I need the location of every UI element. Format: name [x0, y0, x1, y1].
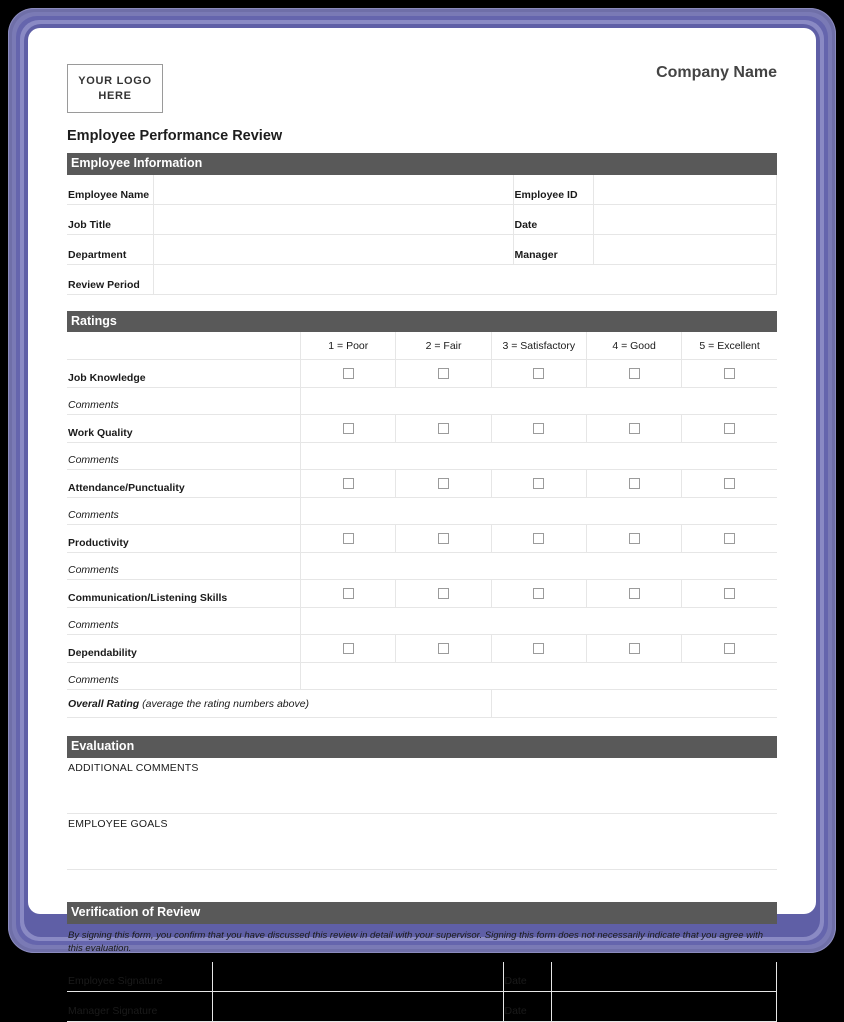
rating-checkbox-cell[interactable]: [491, 525, 586, 553]
section-header-verification: Verification of Review: [67, 902, 777, 924]
checkbox-icon[interactable]: [533, 533, 544, 544]
table-row: [67, 962, 777, 992]
checkbox-icon[interactable]: [533, 368, 544, 379]
rating-checkbox-cell[interactable]: [396, 360, 491, 388]
table-row: [67, 264, 777, 294]
table-row: [67, 204, 777, 234]
checkbox-icon[interactable]: [724, 423, 735, 434]
checkbox-icon[interactable]: [629, 533, 640, 544]
review-period-label: Review Period: [67, 264, 153, 294]
rating-checkbox-cell[interactable]: [301, 470, 396, 498]
criterion-label-dependability: Dependability: [67, 635, 301, 663]
rating-criterion-row: [67, 580, 777, 608]
signature-table: [67, 962, 777, 1022]
employee-name-label: Employee Name: [67, 175, 153, 205]
criterion-label-job-knowledge: Job Knowledge: [67, 360, 301, 388]
rating-criterion-row: [67, 360, 777, 388]
checkbox-icon[interactable]: [724, 478, 735, 489]
comments-label: Comments: [67, 663, 301, 690]
comments-label: Comments: [67, 608, 301, 635]
additional-comments-field[interactable]: [67, 774, 777, 813]
rating-checkbox-cell[interactable]: [491, 360, 586, 388]
employee-goals-label: EMPLOYEE GOALS: [68, 817, 168, 830]
comments-label: Comments: [67, 443, 301, 470]
rating-scale-5: 5 = Excellent: [682, 332, 777, 360]
criterion-label-communication-listening-skills: Communication/Listening Skills: [67, 580, 301, 608]
comments-field[interactable]: [301, 498, 777, 525]
checkbox-icon[interactable]: [533, 423, 544, 434]
rating-criterion-row: [67, 525, 777, 553]
checkbox-icon[interactable]: [438, 423, 449, 434]
checkbox-icon[interactable]: [533, 478, 544, 489]
page-title: Employee Performance Review: [67, 128, 283, 144]
department-field[interactable]: [153, 234, 513, 264]
rating-checkbox-cell[interactable]: [396, 525, 491, 553]
criterion-label-work-quality: Work Quality: [67, 415, 301, 443]
checkbox-icon[interactable]: [533, 643, 544, 654]
employee-signature-field[interactable]: [212, 962, 503, 992]
rating-scale-2: 2 = Fair: [396, 332, 491, 360]
evaluation-block-additional-comments[interactable]: [67, 758, 777, 814]
rating-checkbox-cell[interactable]: [586, 360, 681, 388]
ratings-scale-header-row: [67, 332, 777, 360]
comments-field[interactable]: [301, 443, 777, 470]
document-body: [67, 50, 777, 1022]
ratings-corner-cell: [67, 332, 301, 360]
checkbox-icon[interactable]: [343, 643, 354, 654]
comments-label: Comments: [67, 553, 301, 580]
rating-checkbox-cell[interactable]: [586, 635, 681, 663]
employee-signature-date-field[interactable]: [551, 962, 777, 992]
review-period-field[interactable]: [153, 264, 777, 294]
table-row: [67, 175, 777, 205]
checkbox-icon[interactable]: [438, 478, 449, 489]
rating-comments-row: [67, 388, 777, 415]
rating-checkbox-cell[interactable]: [682, 360, 777, 388]
employee-goals-field[interactable]: [67, 830, 777, 869]
logo-line-1: YOUR LOGO: [78, 75, 152, 88]
rating-criterion-row: [67, 470, 777, 498]
rating-scale-1: 1 = Poor: [301, 332, 396, 360]
rating-checkbox-cell[interactable]: [301, 580, 396, 608]
checkbox-icon[interactable]: [629, 478, 640, 489]
rating-checkbox-cell[interactable]: [586, 470, 681, 498]
employee-signature-label: Employee Signature: [67, 962, 212, 992]
rating-checkbox-cell[interactable]: [586, 415, 681, 443]
section-header-evaluation: Evaluation: [67, 736, 777, 758]
checkbox-icon[interactable]: [438, 643, 449, 654]
ratings-table: [67, 332, 777, 718]
overall-rating-field[interactable]: [491, 690, 777, 718]
document-page: [28, 28, 816, 1018]
manager-label: Manager: [513, 234, 593, 264]
checkbox-icon[interactable]: [438, 368, 449, 379]
rating-checkbox-cell[interactable]: [586, 580, 681, 608]
checkbox-icon[interactable]: [724, 368, 735, 379]
job-title-label: Job Title: [67, 204, 153, 234]
date-label: Date: [513, 204, 593, 234]
comments-field[interactable]: [301, 663, 777, 690]
rating-scale-3: 3 = Satisfactory: [491, 332, 586, 360]
checkbox-icon[interactable]: [724, 588, 735, 599]
rating-checkbox-cell[interactable]: [396, 635, 491, 663]
employee-information-table: [67, 175, 777, 295]
manager-signature-label: Manager Signature: [67, 992, 212, 1022]
overall-rating-note: (average the rating numbers above): [142, 697, 310, 710]
checkbox-icon[interactable]: [343, 423, 354, 434]
employee-signature-date-label: Date: [503, 962, 551, 992]
checkbox-icon[interactable]: [629, 423, 640, 434]
additional-comments-label: ADDITIONAL COMMENTS: [68, 761, 199, 774]
manager-field[interactable]: [593, 234, 777, 264]
employee-id-label: Employee ID: [513, 175, 593, 205]
rating-checkbox-cell[interactable]: [586, 525, 681, 553]
job-title-field[interactable]: [153, 204, 513, 234]
rating-checkbox-cell[interactable]: [396, 415, 491, 443]
table-row: [67, 992, 777, 1022]
rating-checkbox-cell[interactable]: [682, 580, 777, 608]
logo-line-2: HERE: [98, 89, 132, 102]
document-header: [67, 50, 777, 128]
comments-label: Comments: [67, 498, 301, 525]
checkbox-icon[interactable]: [343, 533, 354, 544]
department-label: Department: [67, 234, 153, 264]
rating-checkbox-cell[interactable]: [491, 580, 586, 608]
overall-rating-label: [67, 690, 491, 718]
evaluation-block-employee-goals[interactable]: [67, 814, 777, 870]
rating-checkbox-cell[interactable]: [682, 635, 777, 663]
rating-checkbox-cell[interactable]: [491, 470, 586, 498]
rating-comments-row: [67, 608, 777, 635]
verification-disclaimer: By signing this form, you confirm that you have discussed this review in detail with your supervisor. Signing this form does not necessarily indicate that you agree with this evaluation.: [68, 929, 764, 955]
comments-field[interactable]: [301, 388, 777, 415]
rating-comments-row: [67, 443, 777, 470]
employee-id-field[interactable]: [593, 175, 777, 205]
criterion-label-productivity: Productivity: [67, 525, 301, 553]
checkbox-icon[interactable]: [438, 533, 449, 544]
checkbox-icon[interactable]: [629, 588, 640, 599]
rating-criterion-row: [67, 415, 777, 443]
comments-field[interactable]: [301, 553, 777, 580]
rating-checkbox-cell[interactable]: [301, 360, 396, 388]
criterion-label-attendance-punctuality: Attendance/Punctuality: [67, 470, 301, 498]
checkbox-icon[interactable]: [724, 533, 735, 544]
checkbox-icon[interactable]: [629, 368, 640, 379]
overall-rating-title: Overall Rating: [68, 697, 140, 710]
employee-name-field[interactable]: [153, 175, 513, 205]
checkbox-icon[interactable]: [343, 478, 354, 489]
rating-checkbox-cell[interactable]: [301, 525, 396, 553]
rating-checkbox-cell[interactable]: [682, 470, 777, 498]
checkbox-icon[interactable]: [629, 643, 640, 654]
rating-checkbox-cell[interactable]: [682, 525, 777, 553]
rating-comments-row: [67, 498, 777, 525]
manager-signature-field[interactable]: [212, 992, 503, 1022]
checkbox-icon[interactable]: [724, 643, 735, 654]
checkbox-icon[interactable]: [438, 588, 449, 599]
manager-signature-date-label: Date: [503, 992, 551, 1022]
company-name: Company Name: [656, 64, 777, 81]
logo-placeholder: [67, 64, 163, 113]
rating-comments-row: [67, 663, 777, 690]
manager-signature-date-field[interactable]: [551, 992, 777, 1022]
rating-checkbox-cell[interactable]: [301, 415, 396, 443]
rating-checkbox-cell[interactable]: [491, 635, 586, 663]
rating-scale-4: 4 = Good: [586, 332, 681, 360]
comments-label: Comments: [67, 388, 301, 415]
rating-comments-row: [67, 553, 777, 580]
checkbox-icon[interactable]: [343, 368, 354, 379]
rating-checkbox-cell[interactable]: [491, 415, 586, 443]
spacer: [67, 870, 777, 902]
table-row: [67, 234, 777, 264]
checkbox-icon[interactable]: [343, 588, 354, 599]
section-header-ratings: Ratings: [67, 311, 777, 333]
checkbox-icon[interactable]: [533, 588, 544, 599]
rating-checkbox-cell[interactable]: [396, 580, 491, 608]
date-field[interactable]: [593, 204, 777, 234]
rating-checkbox-cell[interactable]: [682, 415, 777, 443]
section-header-employee-information: Employee Information: [67, 153, 777, 175]
rating-criterion-row: [67, 635, 777, 663]
comments-field[interactable]: [301, 608, 777, 635]
rating-checkbox-cell[interactable]: [396, 470, 491, 498]
overall-rating-row: [67, 690, 777, 718]
rating-checkbox-cell[interactable]: [301, 635, 396, 663]
